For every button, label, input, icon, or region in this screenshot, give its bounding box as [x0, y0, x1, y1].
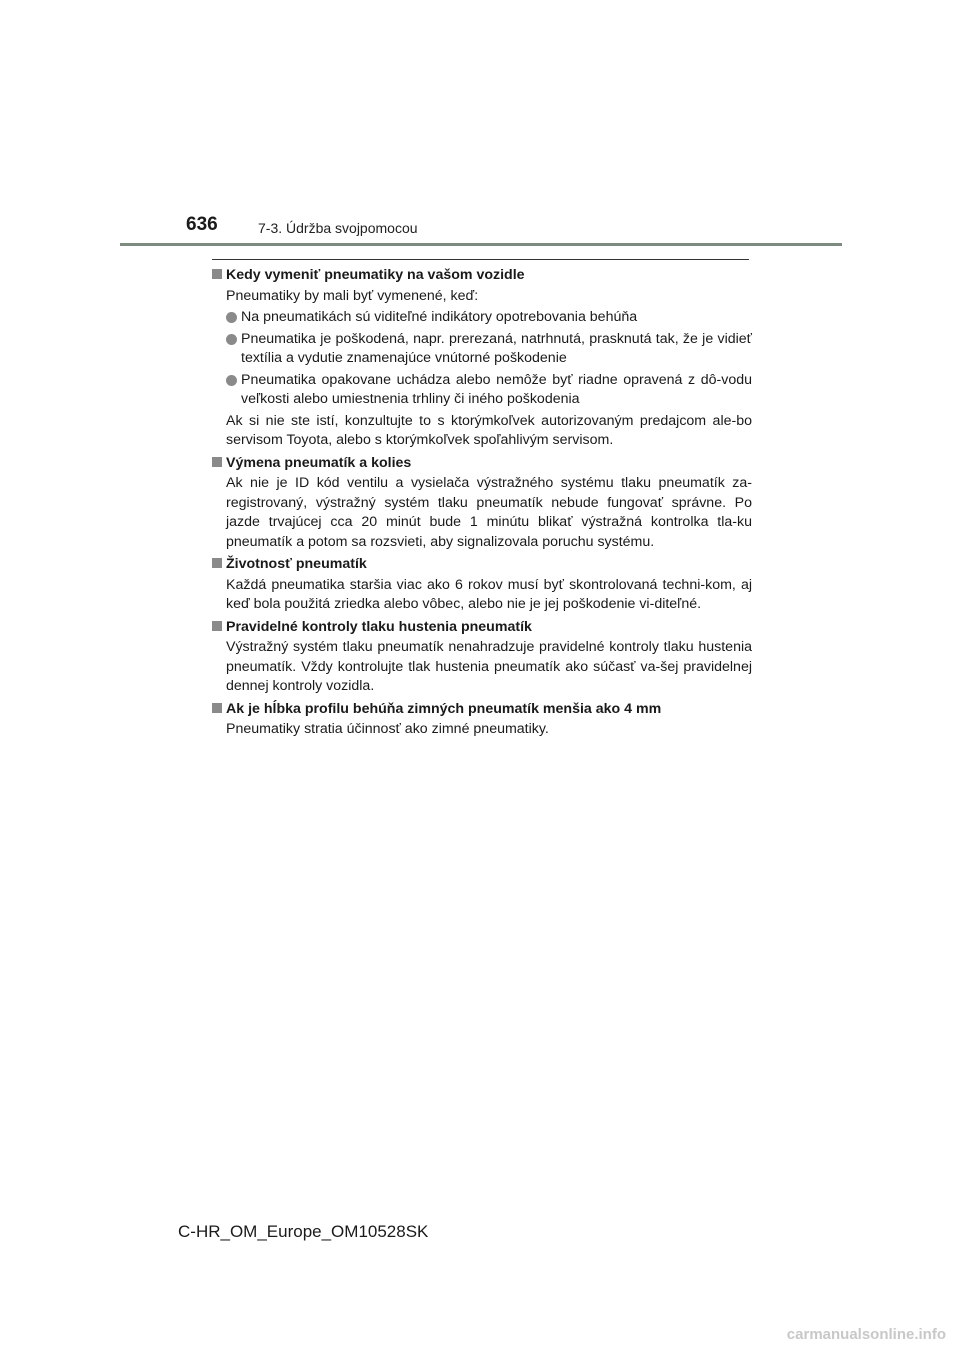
list-item: [212, 330, 752, 369]
square-bullet-icon: [212, 269, 222, 279]
page-header: [0, 0, 960, 250]
section-heading: [212, 700, 752, 720]
section-tire-wheel-replacement: [212, 454, 752, 553]
content-rule: [212, 259, 749, 260]
section-tire-replacement-when: [212, 266, 752, 451]
section-heading: [212, 454, 752, 474]
square-bullet-icon: [212, 703, 222, 713]
heading-text: Životnosť pneumatík: [226, 556, 367, 572]
watermark: carmanualsonline.info: [786, 1326, 946, 1343]
section-title: 7-3. Údržba svojpomocou: [258, 220, 418, 236]
list-item-text: Pneumatika je poškodená, napr. prerezaná, natrhnutá, prasknutá tak, že je vidieť textília a vydutie znamenajúce vnútorné poškodenie: [241, 330, 752, 366]
section-heading: [212, 555, 752, 575]
circle-bullet-icon: [226, 312, 237, 323]
square-bullet-icon: [212, 457, 222, 467]
square-bullet-icon: [212, 558, 222, 568]
section-tire-lifespan: [212, 555, 752, 615]
section-text: Pneumatiky stratia účinnosť ako zimné pneumatiky.: [226, 721, 549, 737]
document-code: C-HR_OM_Europe_OM10528SK: [178, 1222, 429, 1241]
section-outro: Ak si nie ste istí, konzultujte to s ktorýmkoľvek autorizovaným predajcom ale-bo servisom Toyota, alebo s ktorýmkoľvek spoľahlivým servisom.: [226, 412, 752, 448]
list-item-text: Pneumatika opakovane uchádza alebo nemôže byť riadne opravená z dô-vodu veľkosti alebo umiestnenia trhliny či iného poškodenia: [241, 371, 752, 407]
section-pressure-checks: [212, 618, 752, 697]
square-bullet-icon: [212, 621, 222, 631]
list-item-text: Na pneumatikách sú viditeľné indikátory opotrebovania behúňa: [241, 309, 638, 325]
section-text: Ak nie je ID kód ventilu a vysielača výstražného systému tlaku pneumatík za-registrovaný, výstražný systém tlaku pneumatík nebude fungovať správne. Po jazde trvajúcej cca 20 minút bude 1 minútu blikať výstražná kontrolka tla-ku pneumatík a potom sa rozsvieti, aby signalizovala poruchu systému.: [226, 475, 752, 550]
section-text: Každá pneumatika staršia viac ako 6 rokov musí byť skontrolovaná techni-kom, aj keď bola použitá zriedka alebo vôbec, alebo nie je jej poškodenie vi-diteľné.: [226, 576, 752, 612]
section-heading: [212, 266, 752, 286]
heading-text: Kedy vymeniť pneumatiky na vašom vozidle: [226, 267, 525, 283]
section-winter-tread-depth: [212, 700, 752, 740]
section-text: Výstražný systém tlaku pneumatík nenahradzuje pravidelné kontroly tlaku hustenia pneumatík. Vždy kontrolujte tlak hustenia pneumatík ako súčasť va-šej pravidelnej dennej kontroly vozidla.: [226, 639, 752, 694]
page-content: [212, 266, 752, 743]
heading-text: Ak je hĺbka profilu behúňa zimných pneumatík menšia ako 4 mm: [226, 700, 662, 717]
page-number: 636: [186, 214, 218, 235]
section-intro: Pneumatiky by mali byť vymenené, keď:: [226, 287, 479, 304]
heading-text: Pravidelné kontroly tlaku hustenia pneumatík: [226, 618, 532, 635]
circle-bullet-icon: [226, 375, 237, 386]
list-item: [212, 371, 752, 410]
header-rule: [120, 243, 842, 246]
circle-bullet-icon: [226, 334, 237, 345]
list-item: [212, 308, 752, 328]
section-heading: [212, 618, 752, 638]
heading-text: Výmena pneumatík a kolies: [226, 454, 412, 471]
